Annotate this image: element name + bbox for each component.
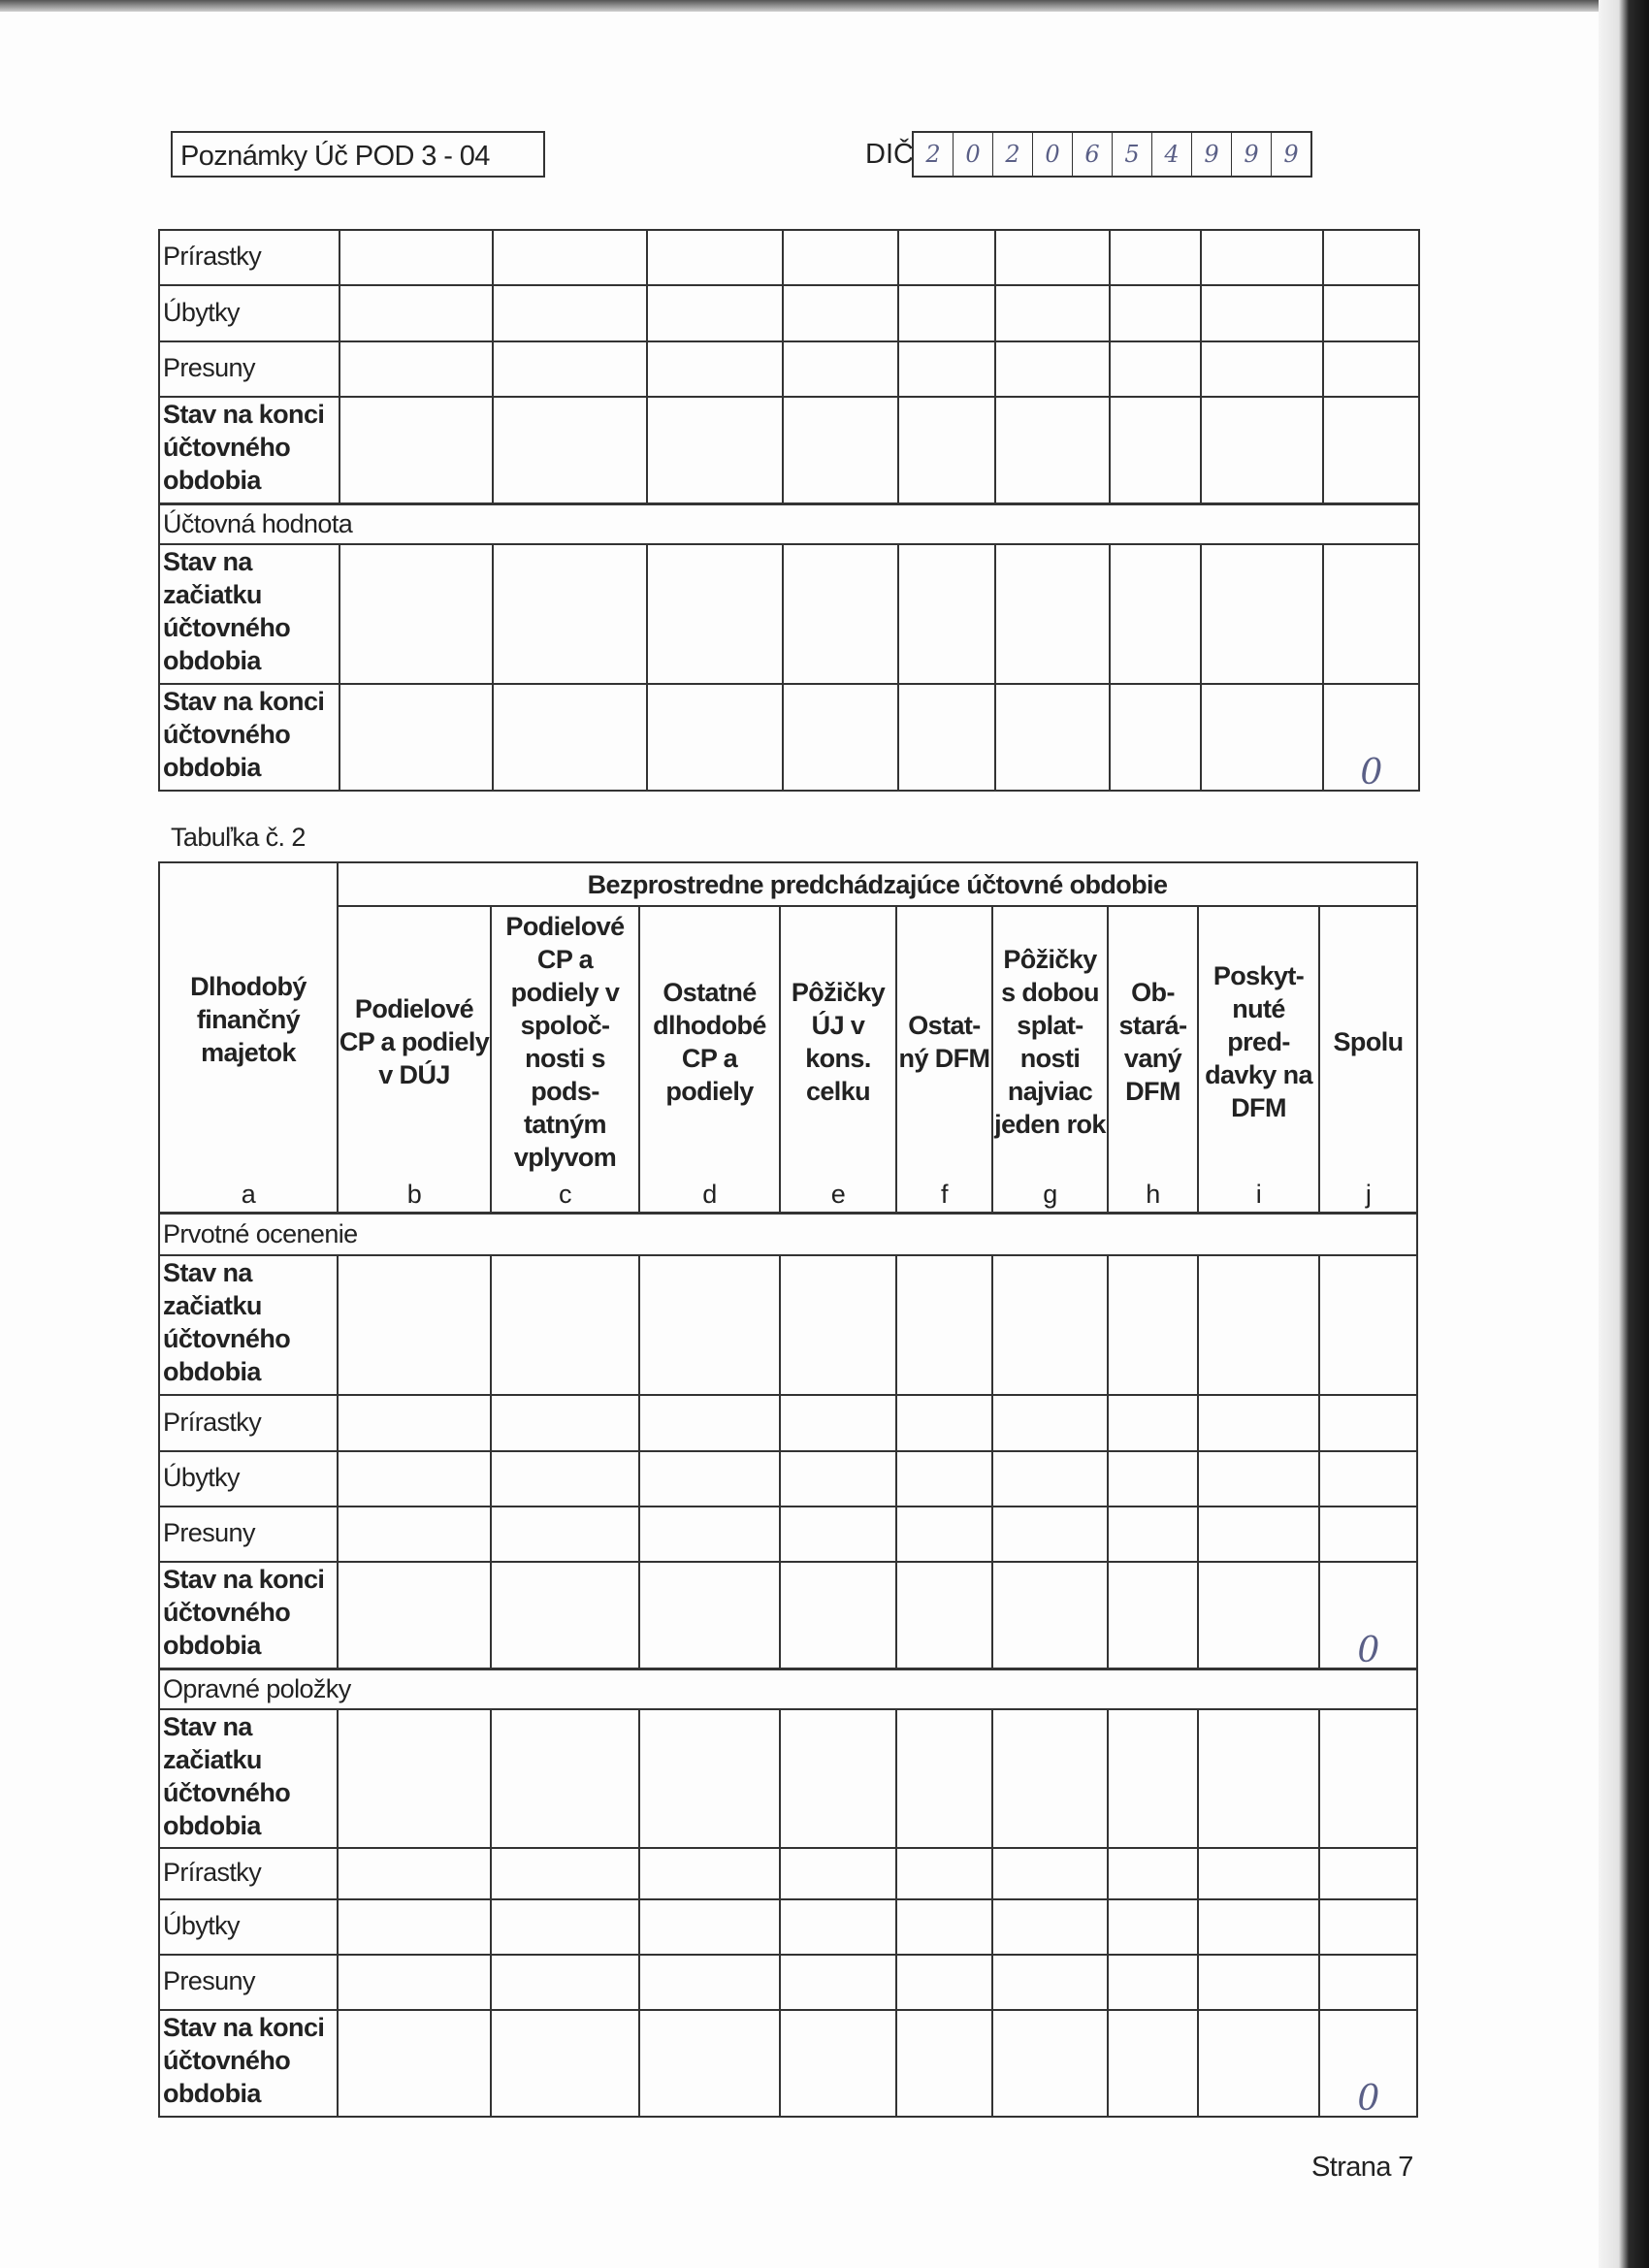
value-cell (491, 1899, 639, 1955)
value-cell (896, 1507, 992, 1562)
section-row (159, 1669, 1417, 1709)
value-cell (338, 1955, 491, 2010)
dic-digit: 5 (1113, 133, 1152, 176)
value-cell (1110, 285, 1201, 341)
value-cell (1201, 397, 1323, 503)
column-title: Dlhodobý finančný majetok (190, 972, 307, 1068)
value-cell (340, 684, 493, 791)
value-cell (1110, 397, 1201, 503)
value-cell (647, 397, 783, 503)
value-cell (783, 230, 898, 285)
row-label: Úbytky (159, 1899, 338, 1955)
value-cell (780, 1955, 896, 2010)
row-label: Stav na konci účtovného obdobia (159, 2010, 338, 2117)
value-cell (780, 2010, 896, 2117)
table-row (159, 1848, 1417, 1899)
column-header (491, 906, 639, 1213)
dic-digit: 9 (1232, 133, 1272, 176)
value-cell (491, 1507, 639, 1562)
value-cell (647, 684, 783, 791)
table-row (159, 1395, 1417, 1451)
total-cell (1323, 341, 1419, 397)
value-cell (340, 544, 493, 684)
value-cell (1201, 230, 1323, 285)
value-cell (1108, 1255, 1198, 1395)
value-cell (1108, 1955, 1198, 2010)
value-cell (1201, 285, 1323, 341)
value-cell (992, 1562, 1108, 1669)
column-header (896, 906, 992, 1213)
value-cell (493, 285, 647, 341)
column-title: Podielové CP a podiely v spoloč- nosti s pods- tatným vplyvom (505, 911, 625, 1172)
total-cell: 0 (1319, 1562, 1417, 1669)
table-row (159, 1899, 1417, 1955)
value-cell (1198, 1955, 1319, 2010)
scan-top-edge (0, 0, 1649, 12)
table-2-caption: Tabuľka č. 2 (171, 823, 306, 852)
table-row (159, 1709, 1417, 1848)
total-cell (1319, 1955, 1417, 2010)
value-cell (995, 397, 1110, 503)
form-title: Poznámky Úč POD 3 - 04 (171, 131, 545, 178)
value-cell (1108, 1709, 1198, 1848)
value-cell (338, 1507, 491, 1562)
dic-digit: 4 (1152, 133, 1192, 176)
row-label: Presuny (159, 1507, 338, 1562)
value-cell (1201, 684, 1323, 791)
value-cell (780, 1395, 896, 1451)
value-cell (338, 1899, 491, 1955)
column-header (1108, 906, 1198, 1213)
value-cell (783, 544, 898, 684)
value-cell (995, 544, 1110, 684)
value-cell (639, 1899, 780, 1955)
column-letter: j (1365, 1179, 1372, 1209)
section-row (159, 1213, 1417, 1255)
table-row (159, 1451, 1417, 1507)
value-cell (783, 397, 898, 503)
value-cell (1198, 1255, 1319, 1395)
value-cell (639, 1395, 780, 1451)
value-cell (1198, 1709, 1319, 1848)
column-title: Ostat- ný DFM (898, 1010, 990, 1073)
column-header (780, 906, 896, 1213)
value-cell (898, 684, 995, 791)
section-label: Prvotné ocenenie (159, 1213, 1417, 1255)
value-cell (340, 285, 493, 341)
value-cell (896, 1955, 992, 2010)
value-cell (780, 1255, 896, 1395)
row-label: Presuny (159, 1955, 338, 2010)
total-cell (1319, 1395, 1417, 1451)
value-cell (647, 230, 783, 285)
value-cell (780, 1507, 896, 1562)
total-cell: 0 (1319, 2010, 1417, 2117)
column-header (992, 906, 1108, 1213)
value-cell (1198, 1562, 1319, 1669)
value-cell (1108, 1395, 1198, 1451)
value-cell (338, 1451, 491, 1507)
value-cell (338, 2010, 491, 2117)
value-cell (338, 1709, 491, 1848)
value-cell (639, 2010, 780, 2117)
value-cell (647, 341, 783, 397)
value-cell (1108, 1562, 1198, 1669)
column-header (639, 906, 780, 1213)
value-cell (783, 684, 898, 791)
value-cell (1108, 2010, 1198, 2117)
value-cell (896, 1709, 992, 1848)
column-letter: i (1255, 1179, 1262, 1209)
column-title: Pôžičky ÚJ v kons. celku (791, 977, 886, 1106)
value-cell (1198, 1395, 1319, 1451)
column-letter: h (1146, 1179, 1160, 1209)
column-header (338, 906, 491, 1213)
scan-right-edge (1599, 0, 1649, 2268)
value-cell (340, 230, 493, 285)
value-cell (1108, 1899, 1198, 1955)
column-letter: d (702, 1179, 717, 1209)
value-cell (1108, 1451, 1198, 1507)
column-title: Podielové CP a podiely v DÚJ (339, 993, 490, 1089)
value-cell (639, 1255, 780, 1395)
value-cell (647, 544, 783, 684)
row-label: Presuny (159, 341, 340, 397)
value-cell (896, 1899, 992, 1955)
table-2 (158, 861, 1418, 2118)
section-row (159, 503, 1419, 544)
value-cell (1198, 1451, 1319, 1507)
value-cell (338, 1255, 491, 1395)
value-cell (898, 397, 995, 503)
value-cell (780, 1848, 896, 1899)
dic-digit: 2 (993, 133, 1033, 176)
row-label: Stav na začiatku účtovného obdobia (159, 544, 340, 684)
value-cell (647, 285, 783, 341)
table-row (159, 2010, 1417, 2117)
column-letter: c (559, 1179, 571, 1209)
column-header (159, 862, 338, 1213)
value-cell (898, 230, 995, 285)
section-label: Opravné položky (159, 1669, 1417, 1709)
table-row (159, 1955, 1417, 2010)
value-cell (992, 1709, 1108, 1848)
value-cell (1198, 1848, 1319, 1899)
value-cell (639, 1848, 780, 1899)
page-number: Strana 7 (1311, 2152, 1413, 2183)
total-cell (1319, 1899, 1417, 1955)
value-cell (1198, 1899, 1319, 1955)
value-cell (493, 341, 647, 397)
value-cell (1201, 544, 1323, 684)
row-label: Stav na začiatku účtovného obdobia (159, 1255, 338, 1395)
table-row (159, 1562, 1417, 1669)
value-cell (995, 230, 1110, 285)
column-title: Ob- stará- vaný DFM (1118, 977, 1187, 1106)
value-cell (338, 1395, 491, 1451)
value-cell (780, 1899, 896, 1955)
row-label: Prírastky (159, 230, 340, 285)
total-cell (1319, 1255, 1417, 1395)
value-cell (338, 1562, 491, 1669)
column-letter: e (830, 1179, 846, 1209)
row-label: Prírastky (159, 1395, 338, 1451)
total-cell (1323, 397, 1419, 503)
dic-digit: 2 (914, 133, 954, 176)
row-label: Úbytky (159, 285, 340, 341)
value-cell (896, 1848, 992, 1899)
value-cell (491, 1395, 639, 1451)
dic-digit: 9 (1283, 141, 1299, 168)
column-header (1319, 906, 1417, 1213)
dic-label: DIČ (865, 139, 914, 170)
value-cell (992, 2010, 1108, 2117)
value-cell (1198, 1507, 1319, 1562)
value-cell (1110, 684, 1201, 791)
value-cell (896, 1562, 992, 1669)
value-cell (340, 397, 493, 503)
value-cell (992, 1255, 1108, 1395)
value-cell (338, 1848, 491, 1899)
value-cell (493, 397, 647, 503)
value-cell (780, 1562, 896, 1669)
value-cell (995, 684, 1110, 791)
value-cell (639, 1562, 780, 1669)
value-cell (992, 1507, 1108, 1562)
total-cell (1323, 544, 1419, 684)
value-cell (898, 341, 995, 397)
total-cell (1319, 1507, 1417, 1562)
table-row (159, 230, 1419, 285)
column-title: Ostatné dlhodobé CP a podiely (653, 977, 766, 1106)
value-cell (783, 341, 898, 397)
value-cell (491, 1562, 639, 1669)
value-cell (491, 1451, 639, 1507)
value-cell (1108, 1848, 1198, 1899)
value-cell (783, 285, 898, 341)
table-row (159, 544, 1419, 684)
column-header (1198, 906, 1319, 1213)
value-cell (992, 1395, 1108, 1451)
total-cell (1323, 285, 1419, 341)
column-title: Spolu (1333, 1026, 1404, 1056)
row-label: Úbytky (159, 1451, 338, 1507)
value-cell (1110, 341, 1201, 397)
value-cell (491, 2010, 639, 2117)
total-cell (1319, 1451, 1417, 1507)
value-cell (491, 1955, 639, 2010)
table-row (159, 341, 1419, 397)
value-cell (992, 1955, 1108, 2010)
row-label: Prírastky (159, 1848, 338, 1899)
row-label: Stav na začiatku účtovného obdobia (159, 1709, 338, 1848)
column-letter: g (1043, 1179, 1057, 1209)
value-cell (493, 230, 647, 285)
value-cell (896, 1255, 992, 1395)
dic-digit: 0 (954, 133, 993, 176)
total-cell (1319, 1848, 1417, 1899)
value-cell (491, 1848, 639, 1899)
value-cell (1198, 2010, 1319, 2117)
column-title: Poskyt- nuté pred- davky na DFM (1205, 960, 1312, 1122)
column-title: Pôžičky s dobou splat- nosti najviac jeden rok (994, 944, 1106, 1139)
value-cell (992, 1848, 1108, 1899)
dic-digit-boxes (912, 131, 1312, 178)
group-header: Bezprostredne predchádzajúce účtovné obdobie (338, 862, 1417, 906)
total-cell (1323, 230, 1419, 285)
value-cell (995, 285, 1110, 341)
value-cell (992, 1899, 1108, 1955)
value-cell (780, 1709, 896, 1848)
value-cell (896, 1395, 992, 1451)
total-cell (1319, 1709, 1417, 1848)
section-label: Účtovná hodnota (159, 503, 1419, 544)
column-letter: b (406, 1179, 422, 1209)
total-cell: 0 (1323, 684, 1419, 791)
row-label: Stav na konci účtovného obdobia (159, 1562, 338, 1669)
table-row (159, 285, 1419, 341)
value-cell (639, 1507, 780, 1562)
value-cell (639, 1451, 780, 1507)
value-cell (898, 285, 995, 341)
value-cell (898, 544, 995, 684)
table-row (159, 684, 1419, 791)
table-row (159, 1507, 1417, 1562)
value-cell (992, 1451, 1108, 1507)
value-cell (493, 684, 647, 791)
column-letter: f (941, 1179, 948, 1209)
value-cell (995, 341, 1110, 397)
dic-digit: 9 (1192, 133, 1232, 176)
row-label: Stav na konci účtovného obdobia (159, 684, 340, 791)
row-label: Stav na konci účtovného obdobia (159, 397, 340, 503)
value-cell (340, 341, 493, 397)
value-cell (493, 544, 647, 684)
value-cell (639, 1709, 780, 1848)
table-1-continuation (158, 229, 1420, 792)
value-cell (780, 1451, 896, 1507)
value-cell (491, 1255, 639, 1395)
value-cell (896, 1451, 992, 1507)
value-cell (1110, 544, 1201, 684)
value-cell (1108, 1507, 1198, 1562)
dic-digit: 6 (1073, 133, 1113, 176)
value-cell (896, 2010, 992, 2117)
value-cell (639, 1955, 780, 2010)
dic-digit: 0 (1033, 133, 1073, 176)
table-row (159, 1255, 1417, 1395)
value-cell (1110, 230, 1201, 285)
value-cell (1201, 341, 1323, 397)
table-row (159, 397, 1419, 503)
column-letter: a (241, 1179, 256, 1209)
value-cell (491, 1709, 639, 1848)
